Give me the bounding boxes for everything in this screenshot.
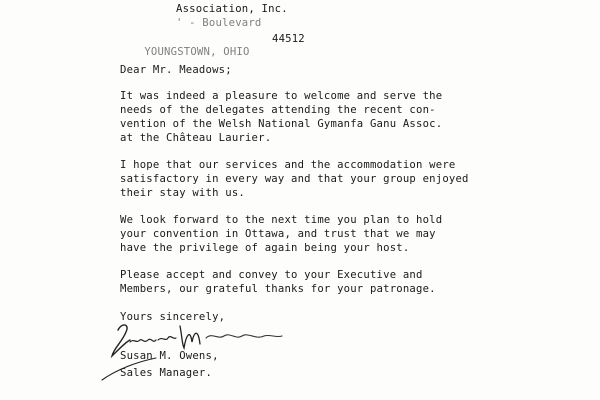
closing: Yours sincerely, (120, 311, 226, 323)
signer-title: Sales Manager. (120, 367, 213, 379)
salutation: Dear Mr. Meadows; (120, 64, 232, 76)
paragraph-4-line-1: Please accept and convey to your Executive and (120, 269, 423, 281)
address-line-2: ' - Boulevard (176, 17, 262, 29)
paragraph-3-line-1: We look forward to the next time you plan to hold (120, 214, 443, 226)
paragraph-3-line-3: have the privilege of again being your host. (120, 242, 410, 254)
paragraph-1-line-1: It was indeed a pleasure to welcome and serve the (120, 90, 443, 102)
paragraph-1-line-3: vention of the Welsh National Gymanfa Ganu Assoc. (120, 118, 443, 130)
paragraph-1-line-4: at the Château Laurier. (120, 132, 272, 144)
paragraph-1-line-2: needs of the delegates attending the recent con- (120, 104, 436, 116)
signer-name: Susan M. Owens, (120, 350, 219, 362)
paragraph-4-line-2: Members, our grateful thanks for your patronage. (120, 283, 436, 295)
paragraph-2-line-2: satisfactory in every way and that your group enjoyed (120, 173, 469, 185)
address-line-1: Association, Inc. (176, 3, 288, 15)
paragraph-2-line-1: I hope that our services and the accommodation were (120, 159, 456, 171)
paragraph-3-line-2: your convention in Ottawa, and trust that we may (120, 228, 436, 240)
address-city-name: YOUNGSTOWN, OHIO (144, 46, 250, 58)
paragraph-2-line-3: their stay with us. (120, 187, 245, 199)
address-zip: 44512 (272, 33, 305, 45)
